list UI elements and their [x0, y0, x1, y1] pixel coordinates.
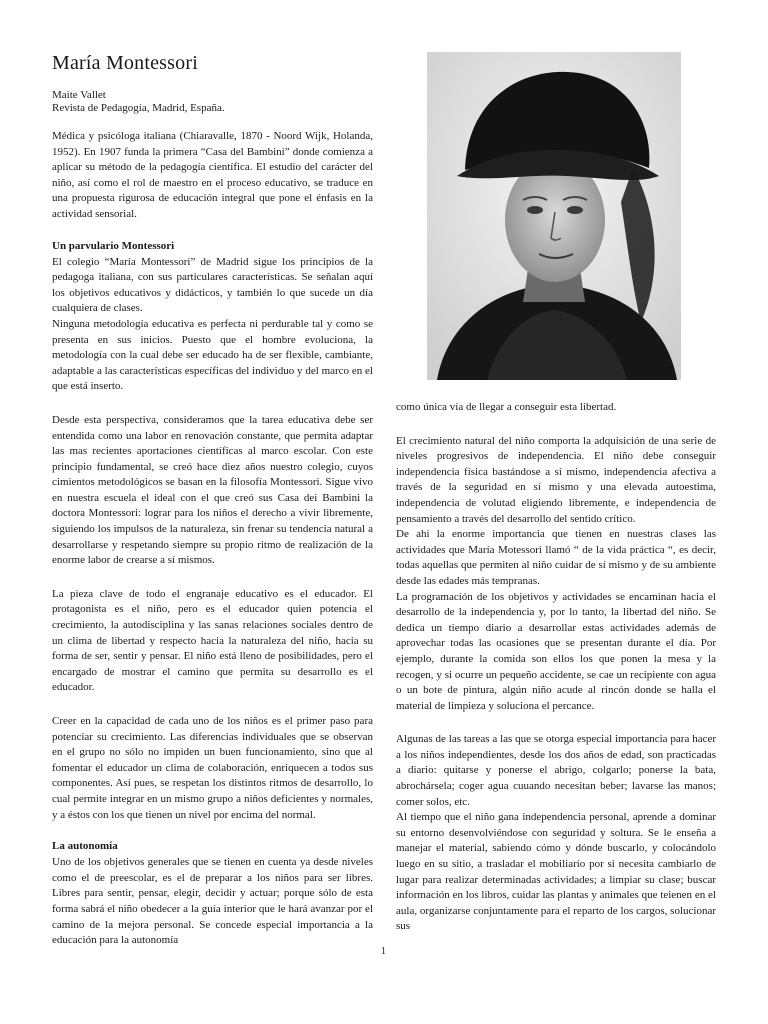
- paragraph: La programación de los objetivos y actividades se encaminan hacia el desarrollo de la independencia y, por lo tanto, la libertad del niño. Se dedica un tiempo diario a desarrollar estas actividades además de aprovechar todas las ocasiones que se presentan durante el día. Por ejemplo, durante la comida son ellos los que ponen la mesa y la recogen, y si ocurre un pequeño accidente, se cae un recipiente con agua o un bote de pintura, algún niño acude al rincón donde se halla el material de limpieza y soluciona el percance.: [396, 590, 716, 712]
- intro-paragraph: Médica y psicóloga italiana (Chiaravalle, 1870 - Noord Wijk, Holanda, 1952). En 1907 funda la primera “Casa del Bambini” donde comienza a aplicar su método de la pedagogía científica. El estudio del carácter del niño, así como el rol de maestro en el proceso educativo, se traduce en una propuesta rigurosa de educación integral que pone el énfasis en la actividad sensorial.: [52, 130, 373, 220]
- section-heading-parvulario: Un parvulario Montessori: [52, 239, 175, 252]
- paragraph: Ninguna metodología educativa es perfecta ni perdurable tal y como se presenta en sus inicios. Puesto que el hombre evoluciona, la metodología con la cual debe ser educado ha de ser flexible, cambiante, adaptable a las características específicas del individuo y del marco en el que está inserto.: [52, 317, 373, 393]
- paragraph: como única vía de llegar a conseguir esta libertad.: [396, 401, 617, 413]
- paragraph: Al tiempo que el niño gana independencia personal, aprende a dominar su entorno desenvolviéndose con seguridad y soltura. Se le enseña a manejar el material, sabiendo cómo y dónde buscarlo, y colocándolo luego en su sitio, a trasladar el mobiliario por si necesita cambiarlo de lugar para realizar determinadas actividades; a limpiar su clase; buscar información en los libros, cuidar las plantas y animales que teienen en el aula, organizarse conjuntamente para el reparto de los cargos, solucionar sus: [396, 811, 716, 933]
- right-column: [396, 400, 716, 935]
- paragraph: Creer en la capacidad de cada uno de los niños es el primer paso para potenciar su crecimiento. Las diferencias individuales que se observan en el grupo no sólo no impiden un buen funcionamiento, sino que al fomentar el educador un clima de colaboración, enriquecen a todos sus componentes. Así pues, se respetan los distintos ritmos de desarrollo, lo cual permite integrar en un mismo grupo a niños deficientes y normales, y a éstos con los que tienen un nivel por encima del normal.: [52, 715, 373, 821]
- source-line: Revista de Pedagogía, Madrid, España.: [52, 102, 225, 114]
- article-title: María Montessori: [52, 52, 198, 74]
- portrait-icon: [427, 52, 681, 380]
- paragraph: Algunas de las tareas a las que se otorga especial importancia para hacer a los niños independientes, desde los dos años de edad, son practicadas a diario: quitarse y ponerse el abrigo, colgarlo; ponerse la bata, abrochársela; coger agua cuuando necesitan beber; lavarse las manos; comer solos, etc.: [396, 733, 716, 808]
- paragraph: El crecimiento natural del niño comporta la adquisición de una serie de niveles progresivos de independencia. El niño debe conseguir independencia física bastándose a sí mismo, independencia afectiva a través de la seguridad en sí mismo y una elevada autoestima, independencia de volutad eligiendo libremente, e independencia de pensamiento a través del desarrollo del sentido crítico.: [396, 434, 716, 525]
- paragraph: Desde esta perspectiva, consideramos que la tarea educativa debe ser entendida como una labor en renovación constante, que permita adaptar las mas recientes aportaciones científicas al marco escolar. Con este principio fundamental, se creó hace diez años nuestro colegio, cuyos cimientos metodológicos se basan en la filosofía Montessori. Sigue vivo en nuestra escuela el ideal con el que creó sus Casa dei Bambini la doctora Montessori: lograr para los niños el derecho a vivir libremente, siguiendo los impulsos de la naturaleza, sin frenar su tendencia natural a desarrollarse y respetando siempre su propio ritmo de realización de la enorme labor de crearse a sí mismos.: [52, 413, 373, 567]
- paragraph: La pieza clave de todo el engranaje educativo es el educador. El protagonista es el niño, pero es el educador quien potencia el crecimiento, la autodisciplina y las sanas relaciones sociales dentro de un clima de libertad y respecto hacia la naturaleza del niño, hacia su forma de ser, sentir y pensar. El niño está lleno de posibilidades, pero el encargado de mostrar el camino que permita su desarrollo es el educador.: [52, 587, 373, 694]
- paragraph: De ahí la enorme importancia que tienen en nuestras clases las actividades que María Motessori llamó “ de la vida práctica “, es decir, todas aquellas que permiten al niño cuidar de sí mismo y de su ambiente desde las edades más tempranas.: [396, 528, 716, 587]
- paragraph: Uno de los objetivos generales que se tienen en cuenta ya desde niveles como el de preescolar, es el de preparar a los niños para ser libres. Libres para sentir, pensar, elegir, decidir y actuar; porque sólo de esta forma sabrá el niño obedecer a la guía interior que le hará avanzar por el camino de la mejora personal. Se concede especial importancia a la educación para la autonomía: [52, 856, 373, 947]
- portrait-photo: [427, 52, 681, 380]
- section-heading-autonomia: La autonomía: [52, 840, 118, 853]
- left-column: [52, 52, 373, 949]
- page-number: 1: [381, 946, 386, 957]
- author-name: Maite Vallet: [52, 89, 106, 101]
- paragraph: El colegio “María Montessori” de Madrid sigue los principios de la pedagoga italiana, con sus particulares características. Se señalan aquí los objetivos educativos y didácticos, y también lo que sucede un día cualquiera de clases.: [52, 255, 373, 315]
- byline: [52, 89, 373, 115]
